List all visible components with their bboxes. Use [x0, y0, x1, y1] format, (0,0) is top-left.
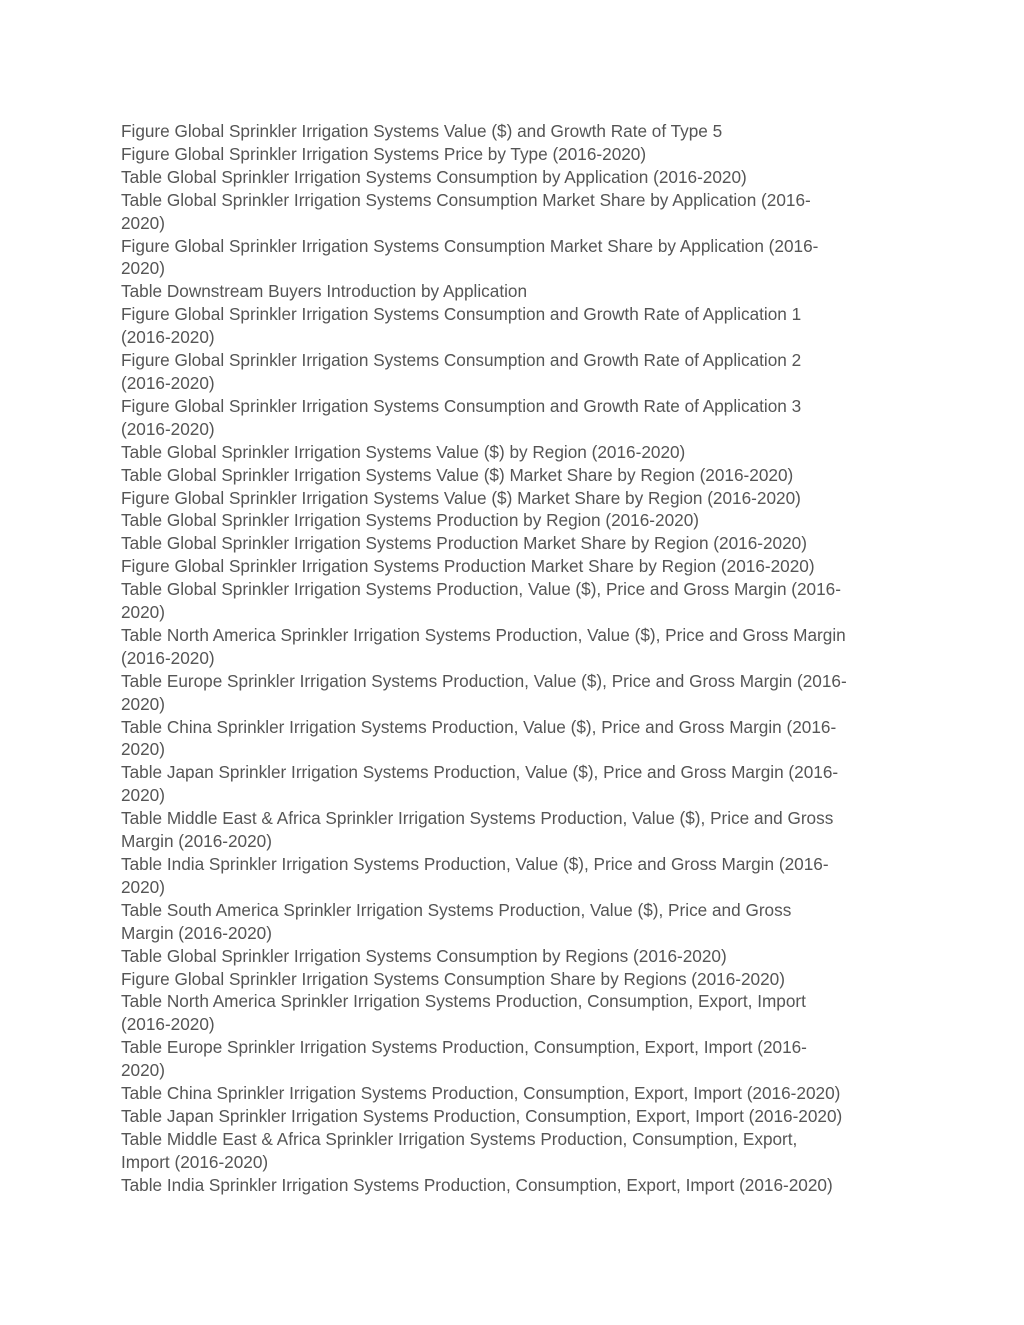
list-item: Table South America Sprinkler Irrigation Systems Production, Value ($), Price and Gross — [121, 899, 792, 920]
list-item: Table Middle East & Africa Sprinkler Irrigation Systems Production, Value ($), Price and Gross — [121, 808, 834, 829]
list-item: Figure Global Sprinkler Irrigation Systems Value ($) and Growth Rate of Type 5 — [121, 121, 723, 141]
list-item: Table China Sprinkler Irrigation Systems Production, Value ($), Price and Gross Margin (2016- — [121, 716, 837, 737]
list-item: Table Global Sprinkler Irrigation Systems Consumption by Regions (2016-2020) — [121, 945, 727, 966]
list-item: Figure Global Sprinkler Irrigation Systems Consumption and Growth Rate of Application 1 — [121, 304, 802, 325]
list-item: Table Europe Sprinkler Irrigation Systems Production, Consumption, Export, Import (2016- — [121, 1037, 807, 1058]
list-item: Table Europe Sprinkler Irrigation Systems Production, Value ($), Price and Gross Margin (2016- — [121, 670, 847, 691]
list-item: 2020) — [121, 602, 165, 623]
list-item: Figure Global Sprinkler Irrigation Systems Production Market Share by Region (2016-2020) — [121, 556, 815, 577]
list-item: Figure Global Sprinkler Irrigation Systems Consumption and Growth Rate of Application 2 — [121, 350, 802, 371]
list-item: (2016-2020) — [121, 372, 215, 393]
list-of-tables-and-figures — [121, 120, 911, 1197]
list-item: Table India Sprinkler Irrigation Systems Production, Value ($), Price and Gross Margin (2016- — [121, 854, 829, 874]
list-item: Figure Global Sprinkler Irrigation Systems Consumption and Growth Rate of Application 3 — [121, 395, 802, 416]
list-item: Table China Sprinkler Irrigation Systems Production, Consumption, Export, Import (2016-2020) — [121, 1083, 841, 1104]
list-item: Table North America Sprinkler Irrigation Systems Production, Value ($), Price and Gross Margin — [121, 624, 846, 645]
list-item: Figure Global Sprinkler Irrigation Systems Value ($) Market Share by Region (2016-2020) — [121, 487, 801, 508]
list-item: Table Global Sprinkler Irrigation Systems Production Market Share by Region (2016-2020) — [121, 533, 807, 554]
list-item: Table Global Sprinkler Irrigation Systems Value ($) Market Share by Region (2016-2020) — [121, 464, 794, 485]
list-item: 2020) — [121, 876, 165, 897]
list-item: 2020) — [121, 785, 165, 806]
list-item: Margin (2016-2020) — [121, 831, 272, 852]
list-item: Table Global Sprinkler Irrigation Systems Consumption by Application (2016-2020) — [121, 166, 747, 187]
list-item: 2020) — [121, 258, 165, 279]
list-item: (2016-2020) — [121, 1014, 215, 1035]
list-item: Table Japan Sprinkler Irrigation Systems Production, Consumption, Export, Import (2016-2020) — [121, 1105, 843, 1126]
list-item: (2016-2020) — [121, 327, 215, 348]
list-item: 2020) — [121, 212, 165, 233]
list-item: Table Global Sprinkler Irrigation Systems Production by Region (2016-2020) — [121, 510, 699, 531]
list-item: Figure Global Sprinkler Irrigation Systems Consumption Market Share by Application (2016- — [121, 235, 819, 256]
list-item: Table Japan Sprinkler Irrigation Systems Production, Value ($), Price and Gross Margin (2016- — [121, 762, 839, 783]
list-item: Margin (2016-2020) — [121, 922, 272, 943]
list-item: (2016-2020) — [121, 647, 215, 668]
list-item: Table Global Sprinkler Irrigation Systems Value ($) by Region (2016-2020) — [121, 441, 686, 462]
list-item: Import (2016-2020) — [121, 1151, 269, 1172]
list-item: Table Global Sprinkler Irrigation Systems Production, Value ($), Price and Gross Margin (2016- — [121, 579, 841, 600]
list-item: Figure Global Sprinkler Irrigation Systems Consumption Share by Regions (2016-2020) — [121, 968, 785, 989]
list-item: Figure Global Sprinkler Irrigation Systems Price by Type (2016-2020) — [121, 143, 647, 164]
list-item: 2020) — [121, 739, 165, 760]
list-item: 2020) — [121, 693, 165, 714]
list-item: Table Global Sprinkler Irrigation Systems Consumption Market Share by Application (2016- — [121, 189, 811, 210]
list-item: 2020) — [121, 1060, 165, 1081]
list-item: Table North America Sprinkler Irrigation Systems Production, Consumption, Export, Import — [121, 991, 806, 1012]
list-item: Table India Sprinkler Irrigation Systems Production, Consumption, Export, Import (2016-2020) — [121, 1174, 833, 1195]
list-item: Table Downstream Buyers Introduction by Application — [121, 281, 528, 302]
list-item: Table Middle East & Africa Sprinkler Irrigation Systems Production, Consumption, Export, — [121, 1128, 798, 1149]
list-item: (2016-2020) — [121, 418, 215, 439]
